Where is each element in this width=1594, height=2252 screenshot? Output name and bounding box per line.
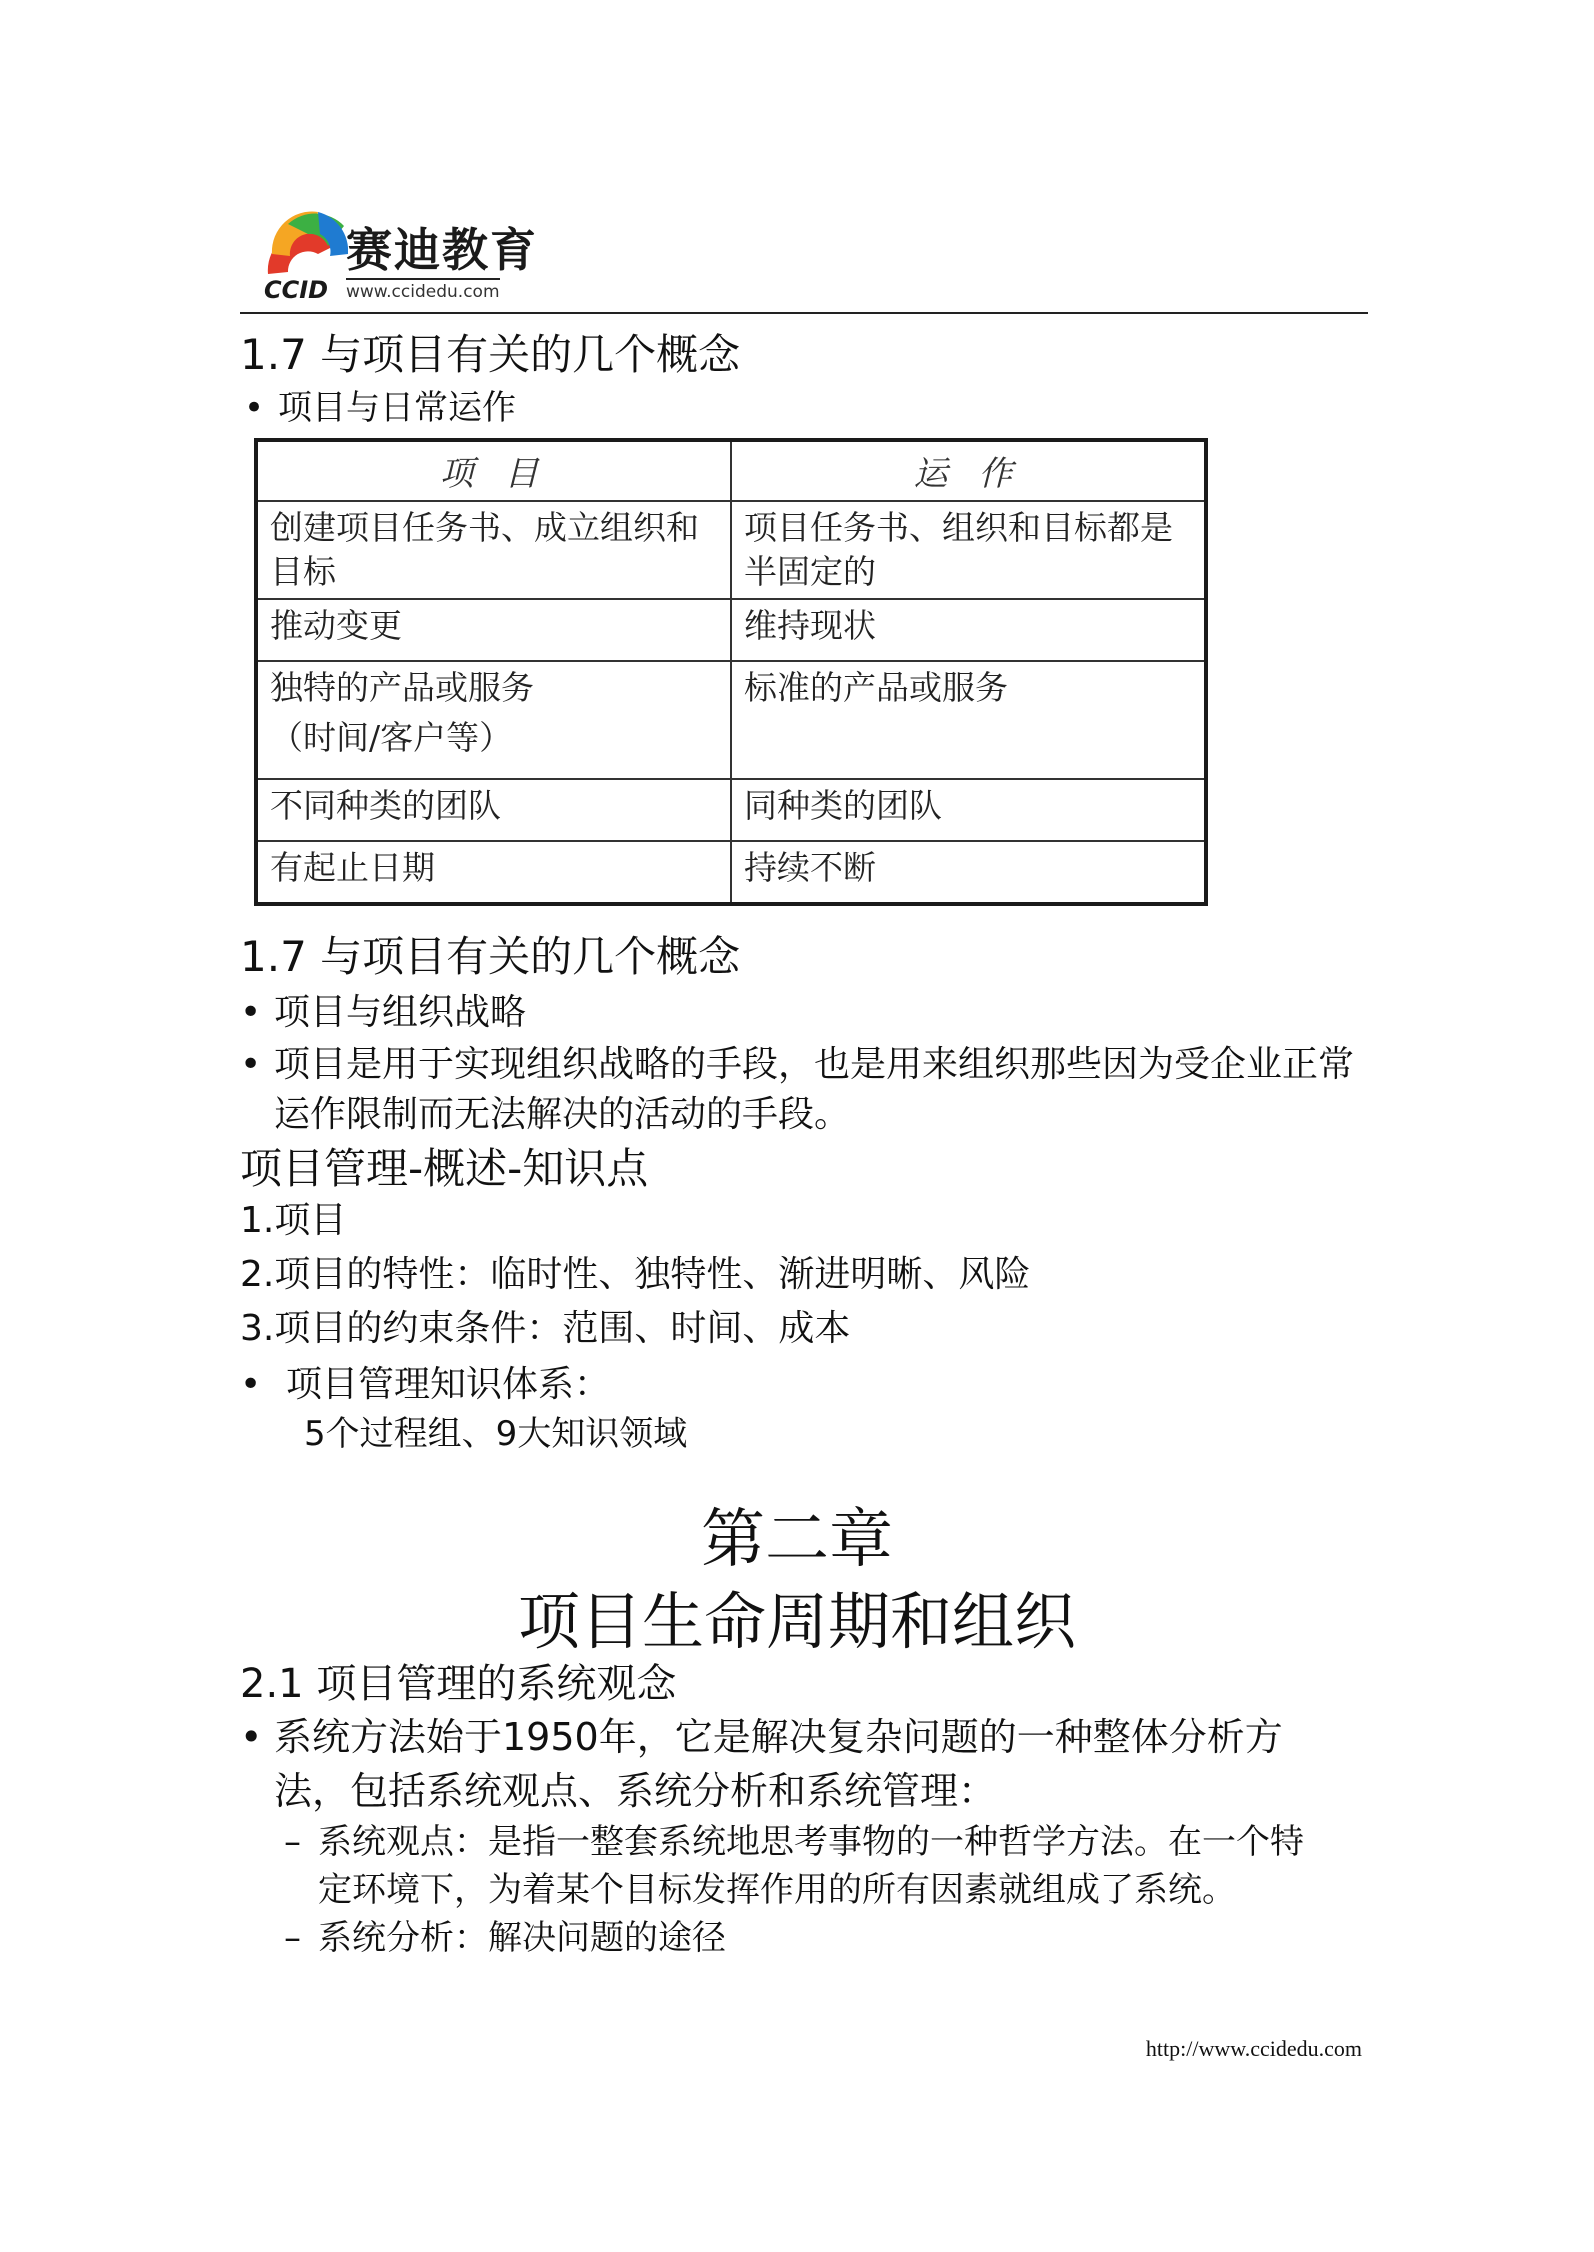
section4-bullet-line2: 法，包括系统观点、系统分析和系统管理： <box>274 1769 997 1813</box>
table-cell: 有起止日期 <box>256 841 731 904</box>
section4-bullet-line1 <box>240 1706 1283 1761</box>
ccid-logo <box>258 204 548 304</box>
section4-dash2 <box>284 1910 726 1959</box>
comparison-table <box>254 438 1208 906</box>
section3-bullet-text: 项目管理知识体系： <box>286 1364 611 1405</box>
section4-bullet-text1: 系统方法始于1950年，它是解决复杂问题的一种整体分析方 <box>274 1715 1283 1759</box>
dash-icon: – <box>284 1918 301 1958</box>
section2-bullet2-line2: 运作限制而无法解决的活动的手段。 <box>274 1094 851 1135</box>
section3-sub: 5个过程组、9大知识领域 <box>304 1414 688 1454</box>
table-cell: 不同种类的团队 <box>256 779 731 841</box>
table-row <box>256 599 1206 661</box>
table-cell-text: 独特的产品或服务 <box>270 668 534 707</box>
section4-dash2-text: 系统分析：解决问题的途径 <box>318 1918 726 1958</box>
section2-bullet1 <box>240 984 526 1035</box>
table-cell <box>256 661 731 779</box>
table-cell: 同种类的团队 <box>731 779 1206 841</box>
section1-bullet-text: 项目与日常运作 <box>278 388 516 428</box>
table-cell: 持续不断 <box>731 841 1206 904</box>
section4-dash1-text1: 系统观点：是指一整套系统地思考事物的一种哲学方法。在一个特 <box>318 1822 1304 1862</box>
bullet-icon: • <box>244 388 265 428</box>
section3-title: 项目管理-概述-知识点 <box>240 1144 649 1193</box>
bullet-icon: • <box>240 1044 262 1085</box>
section2-title: 1.7 与项目有关的几个概念 <box>240 932 741 981</box>
dash-icon: – <box>284 1822 301 1862</box>
table-header-project: 项 目 <box>256 440 731 501</box>
table-cell-note: （时间/客户等） <box>270 718 513 757</box>
section2-bullet2-text1: 项目是用于实现组织战略的手段，也是用来组织那些因为受企业正常 <box>274 1044 1355 1085</box>
section4-dash1-line1 <box>284 1814 1304 1863</box>
section3-item3: 3.项目的约束条件：范围、时间、成本 <box>240 1308 851 1349</box>
bullet-icon: • <box>240 1364 262 1405</box>
section2-bullet1-text: 项目与组织战略 <box>274 992 527 1033</box>
logo-english-name: CCID <box>264 276 329 304</box>
table-row <box>256 841 1206 904</box>
chapter-title: 项目生命周期和组织 <box>517 1585 1076 1658</box>
table-cell: 标准的产品或服务 <box>731 661 1206 779</box>
table-cell: 项目任务书、组织和目标都是半固定的 <box>731 501 1206 599</box>
table-row <box>256 779 1206 841</box>
section3-item2: 2.项目的特性：临时性、独特性、渐进明晰、风险 <box>240 1254 1031 1295</box>
section1-title: 1.7 与项目有关的几个概念 <box>240 330 741 379</box>
section2-bullet2-line1 <box>240 1036 1354 1087</box>
table-cell: 创建项目任务书、成立组织和目标 <box>256 501 731 599</box>
table-row <box>256 501 1206 599</box>
logo-chinese-name: 赛迪教育 <box>346 223 538 277</box>
table-row <box>256 661 1206 779</box>
table-cell: 维持现状 <box>731 599 1206 661</box>
section3-item1: 1.项目 <box>240 1200 347 1241</box>
section4-dash1-line2: 定环境下，为着某个目标发挥作用的所有因素就组成了系统。 <box>318 1870 1236 1910</box>
section1-bullet <box>244 380 516 429</box>
bullet-icon: • <box>240 992 262 1033</box>
header-divider <box>240 312 1368 314</box>
table-header-row <box>256 440 1206 501</box>
chapter-number: 第二章 <box>701 1503 893 1577</box>
logo-url: www.ccidedu.com <box>346 278 500 302</box>
section4-title: 2.1 项目管理的系统观念 <box>240 1661 677 1707</box>
table-cell: 推动变更 <box>256 599 731 661</box>
footer-url: http://www.ccidedu.com <box>1145 2036 1362 2061</box>
section3-bullet <box>240 1356 610 1407</box>
bullet-icon: • <box>240 1715 263 1759</box>
table-header-operation: 运 作 <box>731 440 1206 501</box>
